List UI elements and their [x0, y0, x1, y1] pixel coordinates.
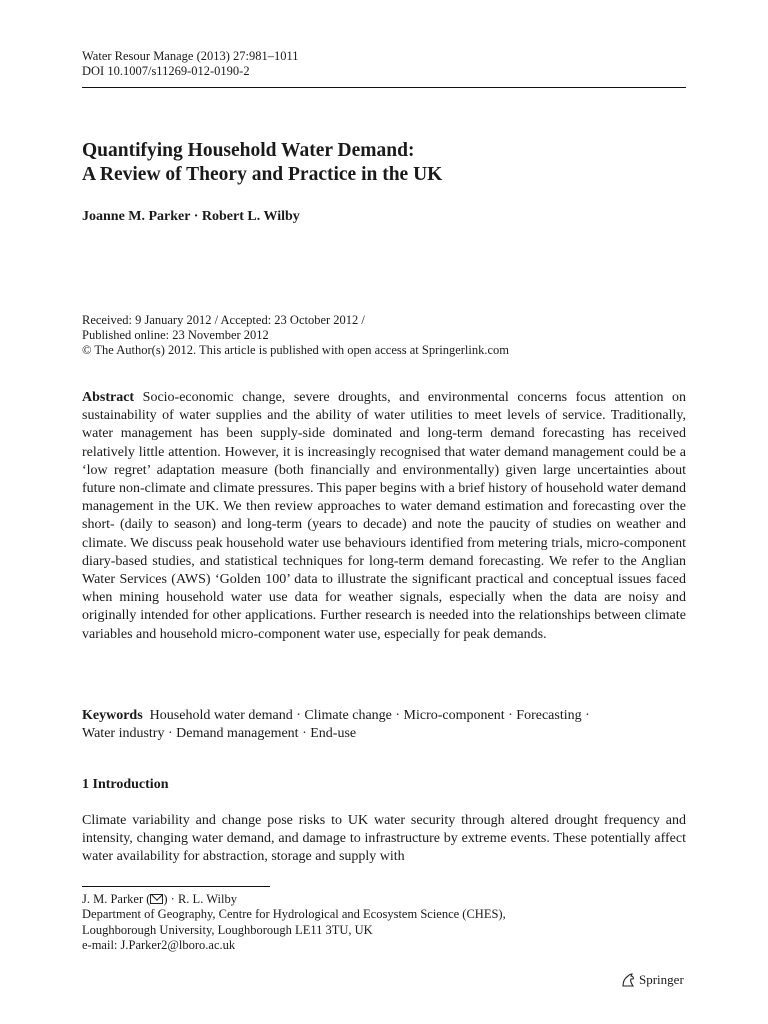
keywords — [82, 707, 686, 743]
envelope-icon — [150, 894, 163, 904]
author-a: J. M. Parker ( — [82, 892, 151, 906]
department: Department of Geography, Centre for Hydrological and Ecosystem Science (CHES), — [82, 907, 506, 922]
journal-header — [82, 49, 299, 79]
springer-horse-icon — [620, 972, 636, 988]
keywords-label: Keywords — [82, 708, 143, 723]
introduction-text: Climate variability and change pose risks to UK water security through altered drought frequency and intensity, changing water demand, and damage to infrastructure by extreme events. These potentially affect water availability for abstraction, storage and supply with — [82, 813, 686, 865]
publication-dates — [82, 313, 509, 358]
title-line-2: A Review of Theory and Practice in the UK — [82, 164, 443, 185]
header-rule — [82, 87, 686, 88]
corresponding-author — [82, 892, 506, 907]
title-line-1: Quantifying Household Water Demand: — [82, 140, 415, 161]
footnote-rule — [82, 886, 270, 887]
journal-citation: Water Resour Manage (2013) 27:981–1011 — [82, 49, 299, 63]
abstract-text: Socio-economic change, severe droughts, and environmental concerns focus attention on sustainability of water supplies and the ability of water utilities to meet levels of service. Traditionally, water management has been supply-side dominated and long-term demand forecasting has received relatively little attention. However, it is increasingly recognised that water demand management could be a ‘low regret’ adaptation measure (both financially and environmentally) given large uncertainties about future non-climate and climate pressures. This paper begins with a brief history of household water demand management in the UK. We then review approaches to water demand estimation and forecasting over the short- (daily to season) and long-term (years to decade) and note the paucity of studies on weather and climate. We discuss peak household water use behaviours identified from metering trials, micro-component diary-based studies, and statistical techniques for long-term demand forecasting. We refer to the Anglian Water Services (AWS) ‘Golden 100’ data to illustrate the significant practical and conceptual issues faced when mining household water use data for weather signals, especially when the data are noisy and originally intended for other applications. Further research is needed into the relationships between climate variables and household micro-component water use, especially for peak demands. — [82, 390, 686, 642]
published-online: Published online: 23 November 2012 — [82, 328, 269, 342]
publisher-logo — [620, 972, 684, 988]
author-affiliation — [82, 892, 506, 953]
publisher-name: Springer — [639, 972, 684, 987]
keywords-line-2: Water industry · Demand management · End-use — [82, 726, 357, 742]
email: e-mail: J.Parker2@lboro.ac.uk — [82, 937, 236, 952]
copyright-notice: © The Author(s) 2012. This article is published with open access at Springerlink.com — [82, 343, 510, 357]
section-heading: 1 Introduction — [82, 777, 169, 792]
author-b: ) · R. L. Wilby — [163, 892, 237, 906]
keywords-line-1: Household water demand · Climate change · Micro-component · Forecasting · — [149, 708, 590, 723]
university-address: Loughborough University, Loughborough LE11 3TU, UK — [82, 922, 373, 937]
author-list: Joanne M. Parker · Robert L. Wilby — [82, 209, 300, 224]
abstract — [82, 389, 686, 644]
doi: DOI 10.1007/s11269-012-0190-2 — [82, 64, 250, 78]
received-accepted: Received: 9 January 2012 / Accepted: 23 October 2012 / — [82, 313, 365, 327]
article-title — [82, 139, 442, 187]
abstract-label: Abstract — [82, 390, 135, 405]
